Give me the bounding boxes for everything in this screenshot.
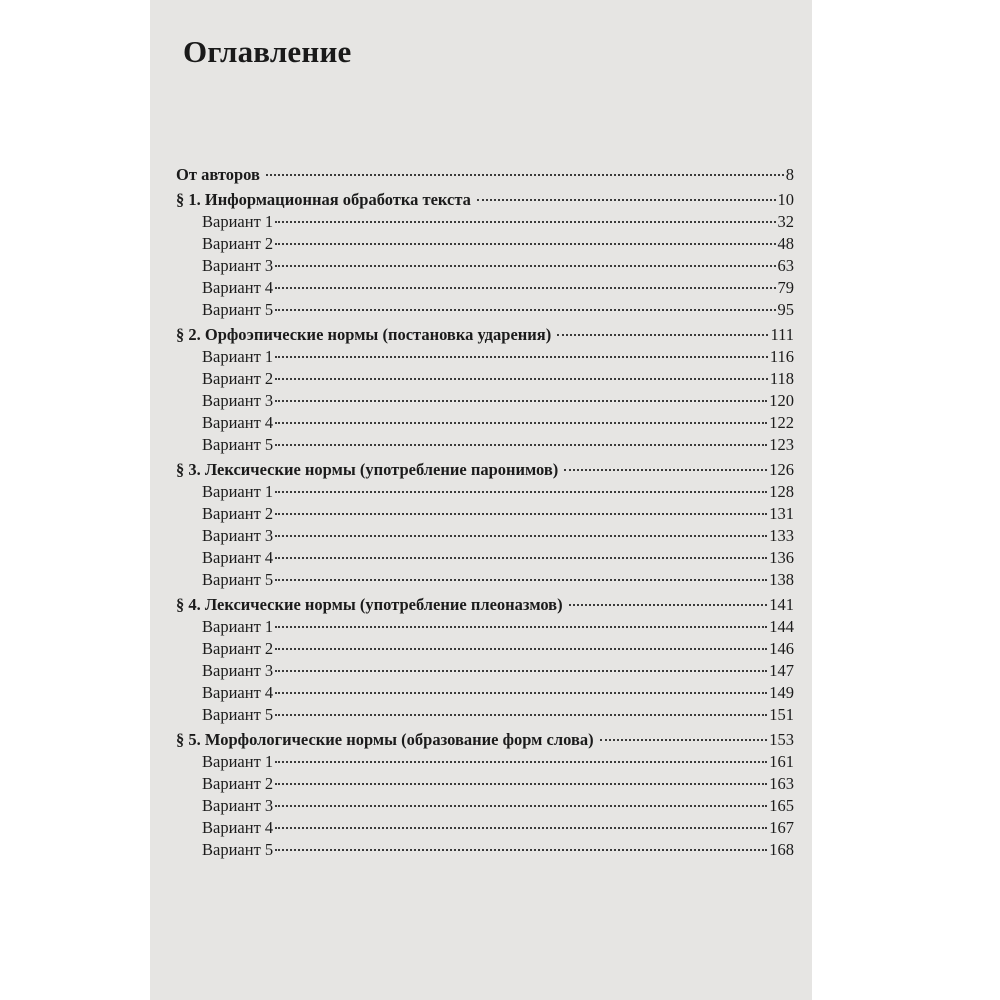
toc-variant-row: [176, 839, 794, 861]
dot-leader: [275, 265, 775, 267]
toc-entry-label: § 5. Морфологические нормы (образование форм слова): [176, 730, 594, 749]
toc-variant-row: [176, 660, 794, 682]
toc-variant-row: [176, 638, 794, 660]
toc-page-number: 136: [769, 548, 794, 567]
dot-leader: [275, 491, 767, 493]
toc-entry-label: Вариант 4: [202, 278, 274, 297]
toc-variant-row: [176, 277, 794, 299]
toc-variant-row: [176, 299, 794, 321]
toc-variant-row: [176, 547, 794, 569]
toc-entry-label: Вариант 5: [202, 300, 274, 319]
dot-leader: [477, 199, 776, 201]
toc-entry-label: Вариант 2: [202, 504, 274, 523]
toc-entry-label: § 3. Лексические нормы (употребление паронимов): [176, 460, 559, 479]
dot-leader: [275, 805, 767, 807]
toc-variant-row: [176, 412, 794, 434]
toc-section-row: [176, 324, 794, 346]
toc-page-number: 126: [769, 460, 794, 479]
toc-page-number: 133: [769, 526, 794, 545]
dot-leader: [275, 761, 767, 763]
toc-entry-label: Вариант 4: [202, 683, 274, 702]
toc-entry-label: Вариант 5: [202, 435, 274, 454]
toc-page-number: 32: [777, 212, 794, 231]
toc-page-number: 147: [769, 661, 794, 680]
toc-entry-label: Вариант 3: [202, 256, 274, 275]
toc-section-row: [176, 729, 794, 751]
toc-page-number: 151: [769, 705, 794, 724]
toc-variant-row: [176, 682, 794, 704]
dot-leader: [275, 626, 767, 628]
dot-leader: [275, 579, 767, 581]
dot-leader: [275, 648, 767, 650]
toc-variant-row: [176, 211, 794, 233]
toc-page-number: 48: [777, 234, 794, 253]
dot-leader: [275, 557, 767, 559]
toc-variant-row: [176, 525, 794, 547]
toc-section-row: [176, 594, 794, 616]
toc-entry-label: Вариант 2: [202, 639, 274, 658]
toc-page-number: 167: [769, 818, 794, 837]
toc-entry-label: Вариант 2: [202, 369, 274, 388]
dot-leader: [275, 221, 775, 223]
toc-variant-row: [176, 751, 794, 773]
toc-entry-label: Вариант 5: [202, 705, 274, 724]
toc-page-number: 128: [769, 482, 794, 501]
toc-entry-label: Вариант 5: [202, 570, 274, 589]
toc-page-number: 116: [769, 347, 794, 366]
toc-variant-row: [176, 817, 794, 839]
toc-page-number: 146: [769, 639, 794, 658]
toc-page-number: 120: [769, 391, 794, 410]
dot-leader: [266, 174, 784, 176]
dot-leader: [275, 444, 767, 446]
toc-page-number: 95: [777, 300, 794, 319]
toc-entry-label: Вариант 1: [202, 212, 274, 231]
dot-leader: [557, 334, 768, 336]
dot-leader: [564, 469, 767, 471]
toc-entry-label: От авторов: [176, 165, 260, 184]
toc-page-number: 131: [769, 504, 794, 523]
dot-leader: [275, 849, 767, 851]
table-of-contents: [176, 164, 794, 861]
toc-page-number: 8: [785, 165, 794, 184]
toc-entry-label: § 4. Лексические нормы (употребление плеоназмов): [176, 595, 563, 614]
toc-variant-row: [176, 704, 794, 726]
toc-page-number: 63: [777, 256, 794, 275]
toc-entry-label: Вариант 1: [202, 617, 274, 636]
dot-leader: [275, 400, 767, 402]
toc-page-number: 141: [769, 595, 794, 614]
toc-page-number: 153: [769, 730, 794, 749]
page-title: Оглавление: [183, 34, 352, 69]
toc-variant-row: [176, 569, 794, 591]
toc-page-number: 161: [769, 752, 794, 771]
toc-entry-label: Вариант 4: [202, 548, 274, 567]
toc-variant-row: [176, 346, 794, 368]
dot-leader: [275, 356, 768, 358]
dot-leader: [275, 714, 767, 716]
book-page: [150, 0, 812, 1000]
dot-leader: [275, 535, 767, 537]
toc-entry-label: Вариант 4: [202, 818, 274, 837]
toc-page-number: 111: [770, 325, 794, 344]
toc-page-number: 122: [769, 413, 794, 432]
toc-entry-label: Вариант 3: [202, 391, 274, 410]
dot-leader: [275, 513, 767, 515]
toc-entry-label: Вариант 1: [202, 347, 274, 366]
toc-entry-label: Вариант 2: [202, 774, 274, 793]
dot-leader: [275, 422, 767, 424]
dot-leader: [275, 783, 767, 785]
toc-page-number: 168: [769, 840, 794, 859]
dot-leader: [569, 604, 768, 606]
toc-variant-row: [176, 255, 794, 277]
toc-entry-label: § 2. Орфоэпические нормы (постановка ударения): [176, 325, 552, 344]
toc-page-number: 123: [769, 435, 794, 454]
toc-page-number: 163: [769, 774, 794, 793]
toc-entry-label: Вариант 2: [202, 234, 274, 253]
toc-section-row: [176, 459, 794, 481]
dot-leader: [600, 739, 768, 741]
toc-page-number: 138: [769, 570, 794, 589]
toc-entry-label: Вариант 1: [202, 752, 274, 771]
dot-leader: [275, 378, 768, 380]
dot-leader: [275, 692, 767, 694]
toc-entry-label: Вариант 3: [202, 526, 274, 545]
dot-leader: [275, 287, 775, 289]
toc-variant-row: [176, 233, 794, 255]
toc-page-number: 10: [777, 190, 794, 209]
dot-leader: [275, 827, 767, 829]
toc-entry-label: Вариант 1: [202, 482, 274, 501]
toc-entry-label: Вариант 3: [202, 796, 274, 815]
toc-entry-label: Вариант 5: [202, 840, 274, 859]
toc-page-number: 149: [769, 683, 794, 702]
dot-leader: [275, 243, 775, 245]
toc-entry-label: Вариант 3: [202, 661, 274, 680]
toc-variant-row: [176, 434, 794, 456]
toc-variant-row: [176, 795, 794, 817]
toc-variant-row: [176, 481, 794, 503]
toc-variant-row: [176, 773, 794, 795]
dot-leader: [275, 309, 775, 311]
toc-section-row: [176, 164, 794, 186]
toc-section-row: [176, 189, 794, 211]
toc-variant-row: [176, 503, 794, 525]
toc-entry-label: Вариант 4: [202, 413, 274, 432]
toc-page-number: 79: [777, 278, 794, 297]
toc-entry-label: § 1. Информационная обработка текста: [176, 190, 471, 209]
toc-variant-row: [176, 616, 794, 638]
toc-page-number: 144: [769, 617, 794, 636]
toc-variant-row: [176, 368, 794, 390]
dot-leader: [275, 670, 767, 672]
toc-page-number: 165: [769, 796, 794, 815]
toc-variant-row: [176, 390, 794, 412]
toc-page-number: 118: [769, 369, 794, 388]
